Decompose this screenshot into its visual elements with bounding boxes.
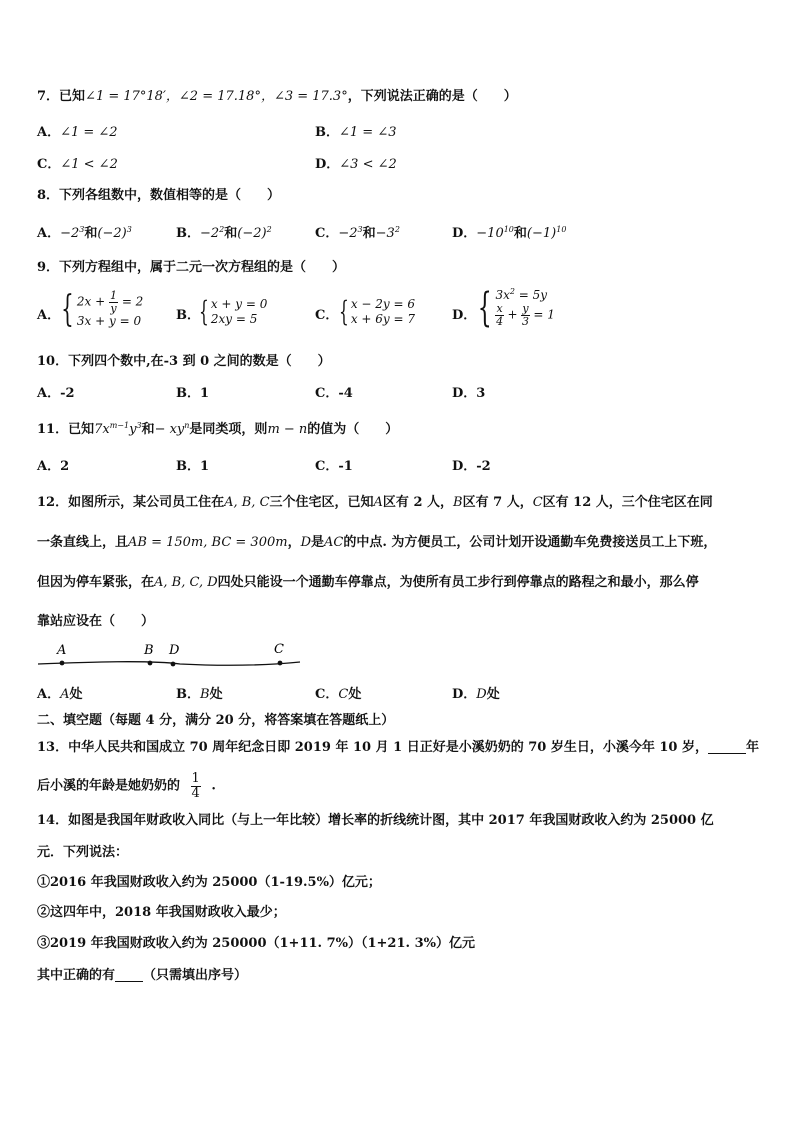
question-7-stem [37, 90, 517, 103]
q12-line-2: 一条直线上，且AB = 150m, BC = 300m，D是AC的中点. 为方便员工，公司计划开设通勤车免费接送员工上下班， [37, 535, 717, 550]
q7-option-d: D．∠3 < ∠2 [315, 157, 397, 172]
question-11-stem: 11．已知$7x^{m-1}y^3$和− $xy^n$是同类项，则m − n的值为（ ） [37, 421, 399, 437]
q13-answer-blank[interactable] [708, 741, 746, 754]
q7-prefix: 7．已知 [37, 89, 86, 104]
question-9-stem: 9．下列方程组中，属于二元一次方程组的是（ ） [37, 260, 346, 275]
point-a-label: A [57, 643, 67, 658]
q14-statement-3: ③2019 年我国财政收入约为 250000（1+11. 7%）（1+21. 3%）亿元 [37, 936, 475, 951]
q14-statement-1: ①2016 年我国财政收入约为 25000（1-19.5%）亿元； [37, 875, 381, 890]
section-2-heading: 二、填空题（每题 4 分，满分 20 分，将答案填在答题纸上） [37, 713, 395, 728]
q12-figure-line [30, 636, 310, 672]
point-c-label: C [274, 642, 284, 657]
q7-suffix: ，下列说法正确的是（ ） [347, 89, 517, 104]
q13-fraction: $\frac{1}{4}$ [191, 771, 200, 801]
q9-option-c-system: { x − 2y = 6 x + 6y = 7 [339, 295, 416, 328]
q12-line-1: 12．如图所示，某公司员工住在A, B, C三个住宅区，已知A区有 2 人，B区有 7 人，C区有 12 人，三个住宅区在同 [37, 495, 713, 510]
q12-road-line [38, 662, 300, 666]
q8-option-b: B．$-2^2$和$(-2)^2$ [176, 225, 272, 241]
q13-line-1: 13．中华人民共和国成立 70 周年纪念日即 2019 年 10 月 1 日正好是小溪奶奶的 70 岁生日，小溪今年 10 岁， 年 [37, 740, 760, 755]
question-10-stem: 10．下列四个数中,在-3 到 0 之间的数是（ ） [37, 354, 331, 369]
q9-option-c-label: C． [315, 308, 339, 323]
q12-line-3: 但因为停车紧张，在A, B, C, D四处只能设一个通勤车停靠点，为使所有员工步行到停靠点的路程之和最小，那么停 [37, 575, 699, 590]
q14-question: 其中正确的有 （只需填出序号） [37, 968, 248, 983]
q7-option-b: B．∠1 = ∠3 [315, 125, 397, 140]
q12-line-4: 靠站应设在（ ） [37, 614, 155, 629]
q10-option-a: A．-2 [37, 386, 75, 401]
q14-answer-blank[interactable] [115, 969, 143, 982]
q9-option-d-label: D． [452, 308, 477, 323]
q11-option-d: D．-2 [452, 459, 491, 474]
q9-option-b-label: B． [176, 308, 200, 323]
point-c-dot [278, 661, 283, 666]
question-8-stem: 8．下列各组数中，数值相等的是（ ） [37, 188, 281, 203]
q13-line-2: 后小溪的年龄是她奶奶的 $\frac{1}{4}$ . [37, 771, 216, 801]
q12-option-a: A．A处 [37, 687, 83, 702]
q11-option-c: C．-1 [315, 459, 353, 474]
q14-line-1: 14．如图是我国年财政收入同比（与上一年比较）增长率的折线统计图，其中 2017 年我国财政收入约为 25000 亿 [37, 813, 714, 828]
q7-option-c: C．∠1 < ∠2 [37, 157, 118, 172]
q12-option-c: C．C处 [315, 687, 362, 702]
q9-option-a-system: { 2x + $\frac{1}{y}$ = 2 3x + y = 0 [61, 288, 144, 330]
point-d-label: D [169, 643, 180, 658]
q10-option-b: B．1 [176, 386, 210, 401]
q9-option-a-label: A． [37, 308, 61, 323]
q7-conditions: ∠1 = 17°18′，∠2 = 17.18°，∠3 = 17.3° [85, 89, 348, 104]
q12-option-b: B．B处 [176, 687, 223, 702]
point-b-label: B [144, 643, 154, 658]
q9-option-d-system: { $3x^2 = 5y$ $\frac{x}{4}$ + $\frac{y}{3}$ = 1 [477, 285, 555, 331]
point-a-dot [60, 661, 65, 666]
q8-option-a: A．$-2^3$和$(-2)^3$ [37, 225, 132, 241]
q7-option-a: A．∠1 = ∠2 [37, 125, 118, 140]
q14-statement-2: ②这四年中，2018 年我国财政收入最少； [37, 905, 286, 920]
q9-option-b-system: { x + y = 0 2xy = 5 [199, 295, 268, 328]
q8-option-d: D．$-10^{10}$和$(-1)^{10}$ [452, 225, 567, 241]
point-b-dot [148, 661, 153, 666]
q8-option-c: C．$-2^3$和$-3^2$ [315, 225, 400, 241]
q10-option-c: C．-4 [315, 386, 353, 401]
q10-option-d: D．3 [452, 386, 486, 401]
point-d-dot [171, 662, 176, 667]
q12-option-d: D．D处 [452, 687, 500, 702]
q11-option-a: A．2 [37, 459, 70, 474]
q11-option-b: B．1 [176, 459, 210, 474]
q14-line-2: 元．下列说法： [37, 845, 129, 860]
